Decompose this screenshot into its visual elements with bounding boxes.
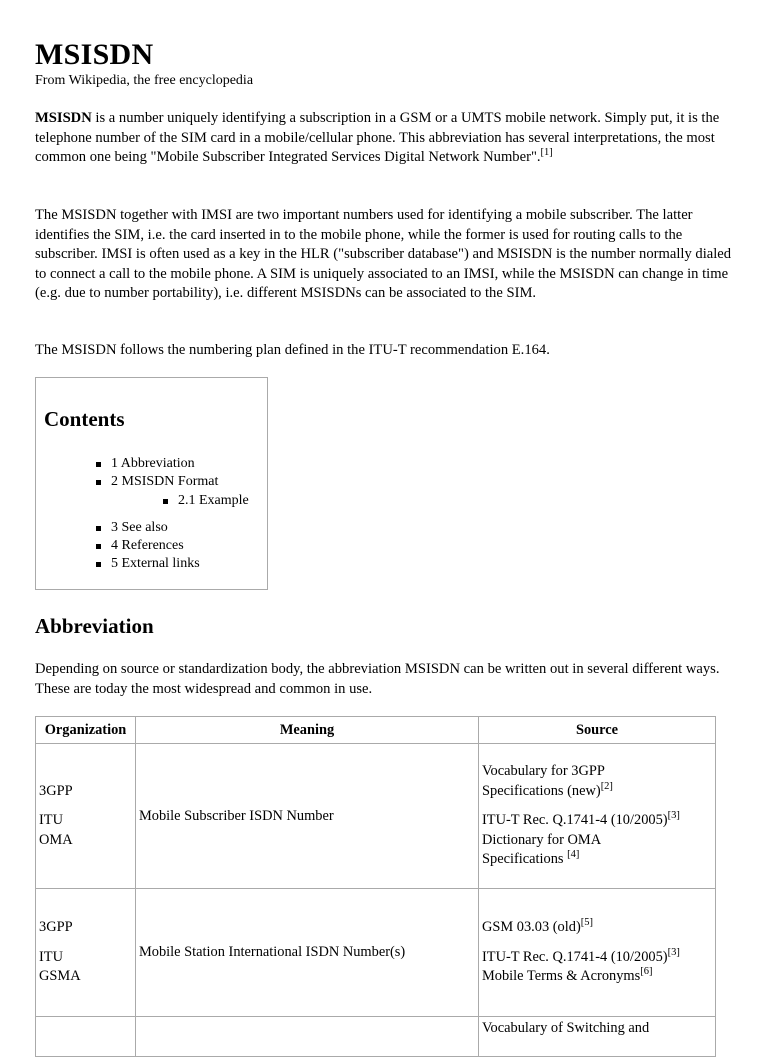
intro-bold-term: MSISDN [35,110,92,126]
bullet-icon [96,462,101,467]
column-header-source: Source [479,717,716,744]
ref-link-1[interactable]: [1] [540,147,553,159]
bullet-icon [96,562,101,567]
ref-link-3[interactable]: [3] [667,946,680,958]
toc-item-example[interactable]: 2.1 Example [178,492,249,510]
ref-link-2[interactable]: [2] [600,780,613,792]
toc-item-abbreviation[interactable]: 1 Abbreviation [111,455,195,473]
toc-title: Contents [44,407,125,431]
page-title: MSISDN [35,38,154,71]
table-row [36,1017,716,1057]
table-of-contents [35,377,268,590]
abbreviation-paragraph: Depending on source or standardization body, the abbreviation MSISDN can be written out in several different ways. These are today the most widespread and common in use. [35,661,720,697]
bullet-icon [96,480,101,485]
abbreviation-table [35,716,716,1057]
ref-link-6[interactable]: [6] [640,966,653,978]
ref-link-3[interactable]: [3] [667,810,680,822]
column-header-organization: Organization [36,717,136,744]
meaning-cell: Mobile Subscriber ISDN Number [136,744,479,889]
ref-link-5[interactable]: [5] [580,917,593,929]
organization-cell [36,1017,136,1057]
section-heading-abbreviation: Abbreviation [35,614,154,638]
table-row [36,889,716,1017]
meaning-cell: Mobile Station International ISDN Number(s) [136,889,479,1017]
source-cell: Vocabulary for 3GPP Specifications (new)[2] ITU-T Rec. Q.1741-4 (10/2005)[3] Dictionary for OMA Specifications [4] [479,744,716,889]
bullet-icon [163,499,168,504]
organization-cell: 3GPP ITU GSMA [36,889,136,1017]
organization-cell: 3GPP ITU OMA [36,744,136,889]
toc-item-references[interactable]: 4 References [111,537,184,555]
bullet-icon [96,544,101,549]
intro-text: is a number uniquely identifying a subscription in a GSM or a UMTS mobile network. Simply put, it is the telephone number of the SIM card in a mobile/cellular phone. This abbreviation has several interpretations, the most common one being "Mobile Subscriber Integrated Services Digital Network Number". [35,110,720,166]
paragraph-imsi: The MSISDN together with IMSI are two important numbers used for identifying a mobile subscriber. The latter identifies the SIM, i.e. the card inserted in to the mobile phone, while the former is used for routing calls to the subscriber. IMSI is often used as a key in the HLR ("subscriber database") and MSISDN is the number normally dialed to connect a call to the mobile phone. A SIM is uniquely associated to an IMSI, while the MSISDN can change in time (e.g. due to number portability), i.e. different MSISDNs can be associated to the SIM. [35,207,732,302]
tagline: From Wikipedia, the free encyclopedia [35,73,254,88]
paragraph-numbering-plan: The MSISDN follows the numbering plan defined in the ITU-T recommendation E.164. [35,342,550,358]
source-cell: Vocabulary of Switching and [479,1017,716,1057]
toc-item-msisdn-format[interactable]: 2 MSISDN Format [111,473,218,491]
column-header-meaning: Meaning [136,717,479,744]
meaning-cell [136,1017,479,1057]
table-row [36,744,716,889]
source-cell: GSM 03.03 (old)[5] ITU-T Rec. Q.1741-4 (10/2005)[3] Mobile Terms & Acronyms[6] [479,889,716,1017]
toc-item-see-also[interactable]: 3 See also [111,519,168,537]
table-header-row [36,717,716,744]
toc-item-external-links[interactable]: 5 External links [111,555,200,573]
bullet-icon [96,526,101,531]
intro-paragraph [35,109,725,168]
ref-link-4[interactable]: [4] [567,849,580,861]
